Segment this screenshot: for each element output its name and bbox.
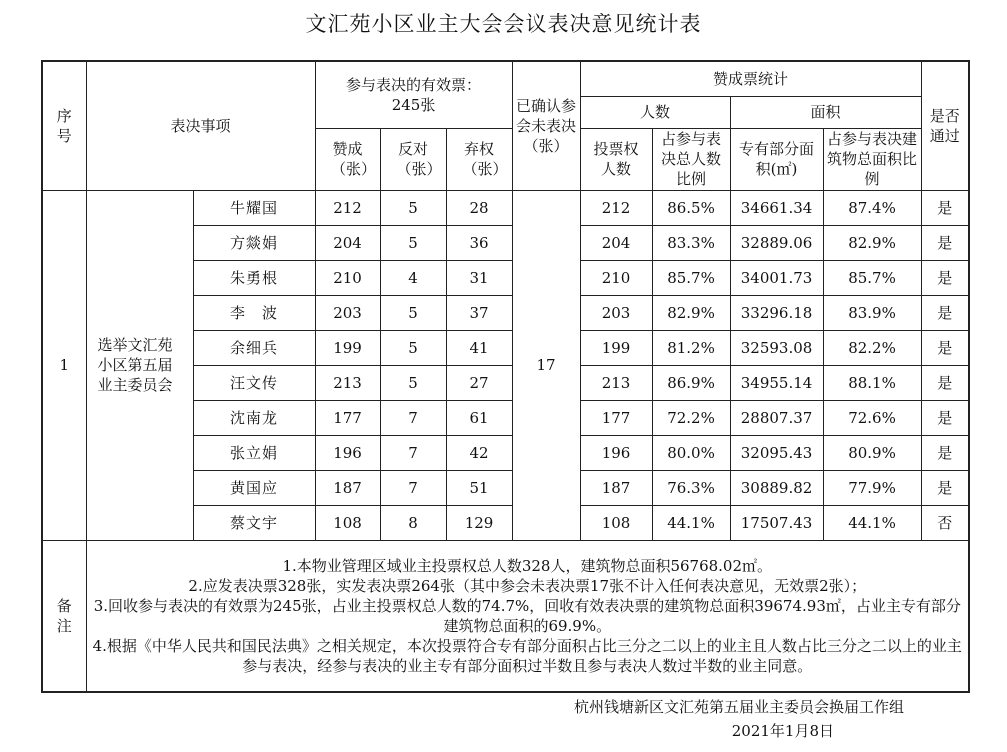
approve-count: 213 <box>315 365 380 400</box>
voting-people-count: 203 <box>580 295 652 330</box>
note-line: 1.本物业管理区域业主投票权总人数328人，建筑物总面积56768.02㎡。 <box>282 556 773 575</box>
header-exclusive-area: 专有部分面积(㎡) <box>730 128 823 190</box>
oppose-count: 7 <box>380 435 446 470</box>
passed-status: 是 <box>921 190 969 225</box>
oppose-count: 7 <box>380 470 446 505</box>
note-line: 4.根据《中华人民共和国民法典》之相关规定，本次投票符合专有部分面积占比三分之二以上的业主且人数占比三分之二以上的业主参与表决，经参与表决的业主专有部分面积过半数且参与表决人数过半数的业主同意。 <box>92 636 962 675</box>
voting-people-count: 199 <box>580 330 652 365</box>
header-item: 表决事项 <box>86 61 315 190</box>
passed-status: 是 <box>921 400 969 435</box>
header-people: 人数 <box>580 96 730 128</box>
voting-people-count: 213 <box>580 365 652 400</box>
header-seq: 序号 <box>42 61 86 190</box>
area-ratio: 83.9% <box>823 295 921 330</box>
people-ratio: 82.9% <box>652 295 730 330</box>
people-ratio: 72.2% <box>652 400 730 435</box>
passed-status: 是 <box>921 435 969 470</box>
vote-statistics-table <box>41 60 970 693</box>
oppose-count: 5 <box>380 330 446 365</box>
notes-content <box>86 540 969 692</box>
exclusive-area: 32095.43 <box>730 435 823 470</box>
exclusive-area: 28807.37 <box>730 400 823 435</box>
passed-status: 是 <box>921 470 969 505</box>
exclusive-area: 34955.14 <box>730 365 823 400</box>
oppose-count: 5 <box>380 295 446 330</box>
footer-organization: 杭州钱塘新区文汇苑第五届业主委员会换届工作组 <box>573 698 904 716</box>
area-ratio: 72.6% <box>823 400 921 435</box>
abstain-count: 31 <box>446 260 512 295</box>
voting-people-count: 108 <box>580 505 652 540</box>
header-abstain: 弃权（张） <box>446 128 512 190</box>
page-title: 文汇苑小区业主大会会议表决意见统计表 <box>305 12 702 36</box>
voting-people-count: 212 <box>580 190 652 225</box>
people-ratio: 80.0% <box>652 435 730 470</box>
approve-count: 177 <box>315 400 380 435</box>
oppose-count: 7 <box>380 400 446 435</box>
header-people-ratio: 占参与表决总人数比例 <box>652 128 730 190</box>
oppose-count: 5 <box>380 225 446 260</box>
exclusive-area: 17507.43 <box>730 505 823 540</box>
passed-status: 是 <box>921 295 969 330</box>
people-ratio: 81.2% <box>652 330 730 365</box>
header-area-ratio: 占参与表决建筑物总面积比例 <box>823 128 921 190</box>
exclusive-area: 30889.82 <box>730 470 823 505</box>
passed-status: 是 <box>921 260 969 295</box>
exclusive-area: 34001.73 <box>730 260 823 295</box>
abstain-count: 41 <box>446 330 512 365</box>
exclusive-area: 33296.18 <box>730 295 823 330</box>
voting-people-count: 204 <box>580 225 652 260</box>
people-ratio: 44.1% <box>652 505 730 540</box>
table-row <box>42 190 969 225</box>
candidate-name: 李 波 <box>193 295 315 330</box>
exclusive-area: 34661.34 <box>730 190 823 225</box>
confirmed-absent-count: 17 <box>512 190 580 540</box>
approve-count: 108 <box>315 505 380 540</box>
abstain-count: 37 <box>446 295 512 330</box>
candidate-name: 朱勇根 <box>193 260 315 295</box>
abstain-count: 36 <box>446 225 512 260</box>
area-ratio: 88.1% <box>823 365 921 400</box>
vote-item: 选举文汇苑小区第五届业主委员会 <box>86 190 193 540</box>
header-passed: 是否通过 <box>921 61 969 190</box>
notes-label: 备注 <box>42 540 86 692</box>
people-ratio: 85.7% <box>652 260 730 295</box>
abstain-count: 42 <box>446 435 512 470</box>
header-valid-votes: 参与表决的有效票：245张 <box>315 61 512 128</box>
header-area: 面积 <box>730 96 921 128</box>
passed-status: 是 <box>921 330 969 365</box>
people-ratio: 83.3% <box>652 225 730 260</box>
area-ratio: 82.9% <box>823 225 921 260</box>
area-ratio: 77.9% <box>823 470 921 505</box>
approve-count: 203 <box>315 295 380 330</box>
header-oppose: 反对（张） <box>380 128 446 190</box>
passed-status: 是 <box>921 225 969 260</box>
candidate-name: 汪文传 <box>193 365 315 400</box>
oppose-count: 4 <box>380 260 446 295</box>
candidate-name: 沈南龙 <box>193 400 315 435</box>
oppose-count: 8 <box>380 505 446 540</box>
header-approve: 赞成（张） <box>315 128 380 190</box>
abstain-count: 51 <box>446 470 512 505</box>
people-ratio: 76.3% <box>652 470 730 505</box>
approve-count: 199 <box>315 330 380 365</box>
exclusive-area: 32889.06 <box>730 225 823 260</box>
candidate-name: 蔡文宇 <box>193 505 315 540</box>
seq-number: 1 <box>42 190 86 540</box>
header-approve-stats: 赞成票统计 <box>580 61 921 96</box>
oppose-count: 5 <box>380 190 446 225</box>
voting-people-count: 187 <box>580 470 652 505</box>
area-ratio: 82.2% <box>823 330 921 365</box>
area-ratio: 44.1% <box>823 505 921 540</box>
candidate-name: 张立娟 <box>193 435 315 470</box>
abstain-count: 61 <box>446 400 512 435</box>
approve-count: 210 <box>315 260 380 295</box>
note-line: 3.回收参与表决的有效票为245张，占业主投票权总人数的74.7%，回收有效表决票的建筑物总面积39674.93㎡，占业主专有部分建筑物总面积的69.9%。 <box>93 596 961 635</box>
abstain-count: 28 <box>446 190 512 225</box>
oppose-count: 5 <box>380 365 446 400</box>
area-ratio: 85.7% <box>823 260 921 295</box>
passed-status: 是 <box>921 365 969 400</box>
approve-count: 196 <box>315 435 380 470</box>
header-confirmed-absent: 已确认参会未表决（张） <box>512 61 580 190</box>
footer-date: 2021年1月8日 <box>731 722 834 740</box>
approve-count: 212 <box>315 190 380 225</box>
voting-people-count: 196 <box>580 435 652 470</box>
exclusive-area: 32593.08 <box>730 330 823 365</box>
candidate-name: 黄国应 <box>193 470 315 505</box>
voting-people-count: 177 <box>580 400 652 435</box>
area-ratio: 80.9% <box>823 435 921 470</box>
header-voting-people: 投票权人数 <box>580 128 652 190</box>
note-line: 2.应发表决票328张，实发表决票264张（其中参会未表决票17张不计入任何表决意见，无效票2张）； <box>188 576 867 595</box>
people-ratio: 86.9% <box>652 365 730 400</box>
area-ratio: 87.4% <box>823 190 921 225</box>
approve-count: 187 <box>315 470 380 505</box>
candidate-name: 方燚娟 <box>193 225 315 260</box>
candidate-name: 牛耀国 <box>193 190 315 225</box>
abstain-count: 129 <box>446 505 512 540</box>
abstain-count: 27 <box>446 365 512 400</box>
passed-status: 否 <box>921 505 969 540</box>
candidate-name: 余细兵 <box>193 330 315 365</box>
voting-people-count: 210 <box>580 260 652 295</box>
people-ratio: 86.5% <box>652 190 730 225</box>
approve-count: 204 <box>315 225 380 260</box>
